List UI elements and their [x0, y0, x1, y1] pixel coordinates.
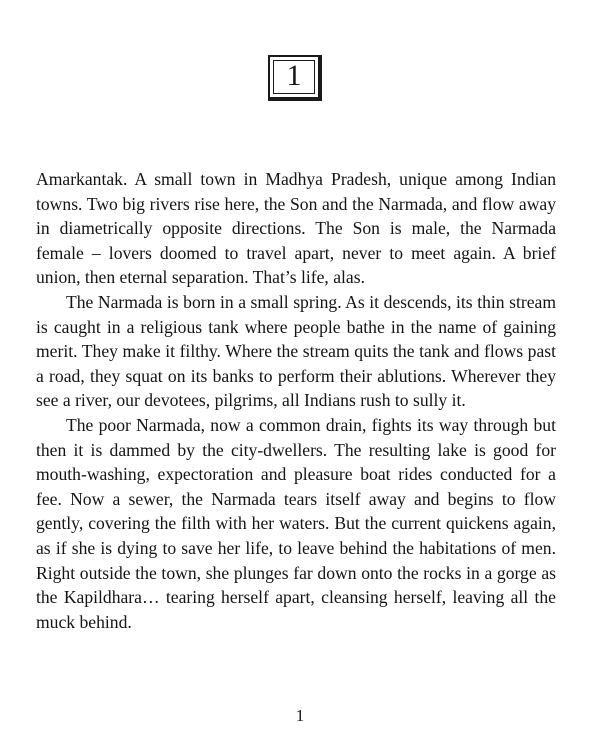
paragraph-1: Amarkantak. A small town in Madhya Pradesh, unique among Indian towns. Two big rivers rise here, the Son and the Narmada, and flow away in diametrically opposite directions. The Son is male, the Narmada female – lovers doomed to travel apart, never to meet again. A brief union, then eternal separation. That’s life, alas.: [36, 169, 556, 288]
chapter-number-box: [268, 55, 322, 101]
chapter-body-text: [36, 167, 556, 634]
paragraph-2: The Narmada is born in a small spring. As it descends, its thin stream is caught in a religious tank where people bathe in the name of gaining merit. They make it filthy. Where the stream quits the tank and flows past a road, they squat on its banks to perform their ablutions. Wherever they see a river, our devotees, pilgrims, all Indians rush to sully it.: [36, 291, 556, 411]
paragraph-3: The poor Narmada, now a common drain, fights its way through but then it is dammed by the city-dwellers. The resulting lake is good for mouth-washing, expectoration and pleasure boat rides conducted for a fee. Now a sewer, the Narmada tears itself away and begins to flow gently, covering the filth with her waters. But the current quickens again, as if she is dying to save her life, to leave behind the habitations of men. Right outside the town, she plunges far down onto the rocks in a gorge as the Kapildhara… tearing herself apart, cleansing herself, leaving all the muck behind.: [36, 414, 556, 632]
chapter-number: 1: [286, 59, 302, 92]
page-number: 1: [295, 706, 305, 725]
